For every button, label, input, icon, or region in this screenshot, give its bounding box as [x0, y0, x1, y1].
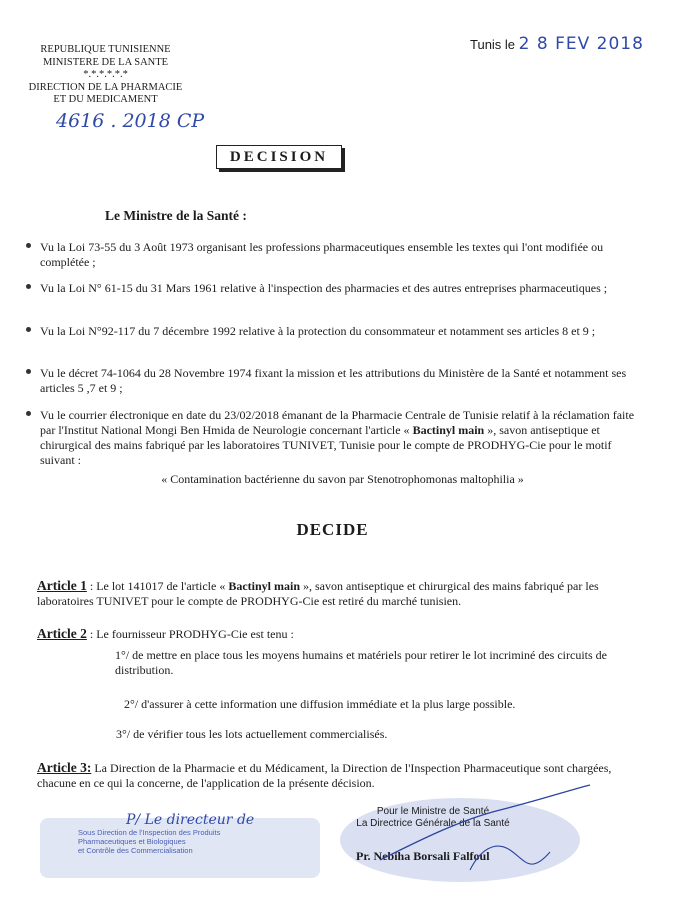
- visa-text: Vu la Loi N°92-117 du 7 décembre 1992 relative à la protection du consommateur et notamment ses articles 8 et 9 ;: [40, 324, 596, 338]
- visa-text: Vu la Loi N° 61-15 du 31 Mars 1961 relative à l'inspection des pharmacies et des autres entreprises pharmaceutiques ;: [40, 281, 608, 295]
- bullet-icon: [26, 411, 31, 416]
- header-line: *.*.*.*.*.*: [83, 69, 128, 80]
- sig-left-line: Pharmaceutiques et Biologiques: [78, 837, 186, 846]
- article-2-point: 1°/ de mettre en place tous les moyens humains et matériels pour retirer le lot incriminé des circuits de distribution.: [115, 648, 607, 677]
- handwritten-signature-icon: [360, 780, 600, 890]
- reference-number: 4616 . 2018 CP: [56, 110, 205, 132]
- motive-quote: « Contamination bactérienne du savon par Stenotrophomonas maltophilia »: [161, 472, 524, 486]
- visa-text: », savon antiseptique et chirurgical des mains fabriqué par les laboratoires TUNIVET, Tunisie pour le compte de PRODHYG-Cie pour le motif suivant :: [40, 423, 612, 467]
- sig-left-line: et Contrôle des Commercialisation: [78, 846, 193, 855]
- article-text: La Direction de la Pharmacie et du Médicament, la Direction de l'Inspection Pharmaceutique sont chargées, chacune en ce qui la concerne, de l'application de la présente décision.: [37, 761, 612, 790]
- visa-item: [40, 240, 640, 270]
- sig-right-line: Pour le Ministre de Santé: [376, 806, 490, 817]
- left-signature-block: [78, 828, 238, 855]
- article-label: Article 2: [37, 626, 87, 641]
- bullet-icon: [26, 327, 31, 332]
- article-2-point: 2°/ d'assurer à cette information une diffusion immédiate et la plus large possible.: [124, 697, 516, 711]
- sig-left-line: Sous Direction de l'Inspection des Produits: [78, 828, 221, 837]
- minister-heading: Le Ministre de la Santé :: [105, 208, 247, 223]
- visa-text: Vu la Loi 73-55 du 3 Août 1973 organisant les professions pharmaceutiques ensemble les textes qui l'ont modifiée ou complétée ;: [40, 240, 604, 269]
- bullet-icon: [26, 284, 31, 289]
- header-line: DIRECTION DE LA PHARMACIE: [28, 81, 183, 93]
- header-line: REPUBLIQUE TUNISIENNE: [40, 44, 171, 55]
- article-2-point: 3°/ de vérifier tous les lots actuellement commercialisés.: [116, 727, 388, 741]
- article-1: [37, 578, 637, 609]
- signatory-name: Pr. Nebiha Borsali Falfoul: [356, 849, 490, 863]
- product-name: Bactinyl main: [228, 579, 300, 593]
- ministry-header: [18, 44, 193, 107]
- article-2: [37, 626, 637, 642]
- bullet-icon: [26, 243, 31, 248]
- visa-text: Vu le décret 74-1064 du 28 Novembre 1974 fixant la mission et les attributions du Ministère de la Santé et notamment ses articles 5 ,7 et 9 ;: [40, 366, 627, 395]
- dateline-prefix: Tunis le: [470, 37, 516, 52]
- bullet-icon: [26, 369, 31, 374]
- header-line: MINISTERE DE LA SANTE: [42, 56, 169, 68]
- dateline-date: 2 8 FEV 2018: [518, 34, 644, 54]
- visa-item: [40, 366, 640, 396]
- visa-text: Vu le courrier électronique en date du 23/02/2018 émanant de la Pharmacie Centrale de Tunisie relatif à la réclamation faite par l'Institut National Mongi Ben Hmida de Neurologie concernant l'article «: [40, 408, 635, 437]
- article-label: Article 1: [37, 578, 87, 593]
- product-name: Bactinyl main: [412, 423, 485, 437]
- document-title: DECISION: [216, 145, 342, 169]
- article-text: : Le lot 141017 de l'article «: [89, 579, 226, 593]
- header-line: ET DU MEDICAMENT: [53, 94, 158, 105]
- article-text: », savon antiseptique et chirurgical des mains fabriqué par les laboratoires TUNIVET pour le compte de PRODHYG-Cie est retiré du marché tunisien.: [37, 579, 599, 608]
- decide-heading: DECIDE: [296, 520, 369, 539]
- sig-right-line: La Directrice Générale de la Santé: [356, 818, 510, 829]
- visa-item: [40, 408, 640, 468]
- left-handwritten-signature: P/ Le directeur de: [126, 812, 255, 828]
- article-label: Article 3:: [37, 760, 92, 775]
- dateline: [470, 34, 644, 54]
- visa-item: [40, 324, 640, 339]
- visa-item: [40, 281, 640, 296]
- article-text: : Le fournisseur PRODHYG-Cie est tenu :: [89, 627, 294, 641]
